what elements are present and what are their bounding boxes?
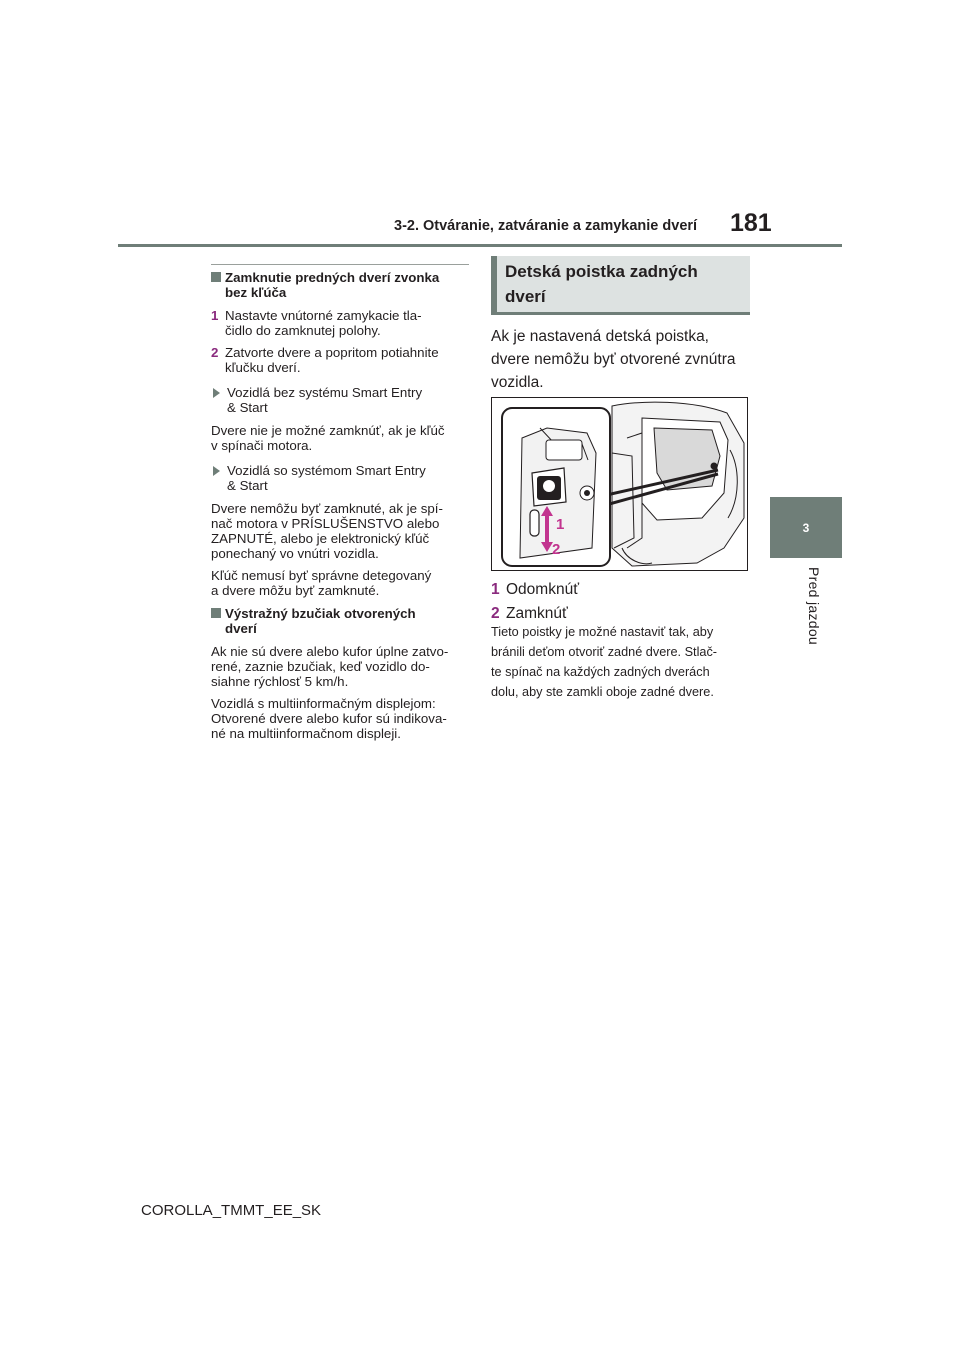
triangle-bullet-icon [213, 466, 220, 476]
paragraph: Dvere nie je možné zamknúť, ak je kľúč v spínači motora. [211, 423, 445, 453]
variant-text: Vozidlá bez systému Smart Entry & Start [227, 385, 423, 415]
chapter-number: 3 [802, 520, 810, 535]
child-lock-note: Tieto poistky je možné nastaviť tak, aby bránili deťom otvoriť zadné dvere. Stlač- te spínač na každých zadných dverách dolu, aby ste zamkli oboje zadné dvere. [491, 625, 718, 699]
column-top-rule [211, 264, 469, 265]
chapter-tab[interactable] [770, 497, 842, 558]
child-lock-illustration [491, 397, 748, 571]
legend-number: 1 [491, 581, 500, 598]
figure-legend [491, 578, 751, 626]
subheading-text: Výstražný bzučiak otvorených dverí [225, 606, 416, 636]
page-number: 181 [730, 209, 772, 237]
header-divider [118, 244, 842, 247]
subheading-text: Zamknutie predných dverí zvonka bez kľúča [225, 270, 440, 300]
section-header-title: 3-2. Otváranie, zatváranie a zamykanie dverí [394, 218, 698, 234]
right-column [491, 256, 750, 394]
chapter-title-vertical: Pred jazdou [806, 567, 822, 646]
document-code: COROLLA_TMMT_EE_SK [141, 1202, 322, 1219]
step-item [211, 345, 469, 375]
section-intro: Ak je nastavená detská poistka, dvere nemôžu byť otvorené zvnútra vozidla. [491, 328, 736, 391]
square-bullet-icon [211, 272, 221, 282]
callout-1: 1 [556, 516, 565, 533]
triangle-bullet-icon [213, 388, 220, 398]
step-text: Nastavte vnútorné zamykacie tla- čidlo do zamknutej polohy. [225, 308, 422, 338]
left-column [211, 264, 469, 748]
legend-number: 2 [491, 605, 500, 622]
step-number: 1 [211, 308, 219, 323]
variant-without-smart-entry [211, 385, 469, 415]
paragraph: Dvere nemôžu byť zamknuté, ak je spí- nač motora v PRÍSLUŠENSTVO alebo ZAPNUTÉ, alebo je elektronický kľúč ponechaný vo vnútri vozidla. [211, 501, 443, 561]
subheading-lock-without-key [211, 270, 469, 300]
step-item [211, 308, 469, 338]
variant-with-smart-entry [211, 463, 469, 493]
child-lock-drawing [492, 398, 748, 571]
subheading-door-open-buzzer [211, 606, 469, 636]
step-number: 2 [211, 345, 219, 360]
legend-text: Zamknúť [506, 605, 568, 622]
paragraph: Ak nie sú dvere alebo kufor úplne zatvo- rené, zaznie bzučiak, keď vozidlo do- siahne rýchlosť 5 km/h. [211, 644, 449, 689]
step-text: Zatvorte dvere a popritom potiahnite kľučku dverí. [225, 345, 439, 375]
callout-2: 2 [552, 541, 561, 558]
legend-item-unlock [491, 578, 751, 602]
paragraph: Kľúč nemusí byť správne detegovaný a dvere môžu byť zamknuté. [211, 568, 432, 598]
variant-text: Vozidlá so systémom Smart Entry & Start [227, 463, 426, 493]
paragraph: Vozidlá s multiinformačným displejom: Otvorené dvere alebo kufor sú indikova- né na multiinformačnom displeji. [211, 696, 447, 741]
square-bullet-icon [211, 608, 221, 618]
legend-text: Odomknúť [506, 581, 580, 598]
section-title-box: Detská poistka zadných dverí [491, 256, 750, 315]
